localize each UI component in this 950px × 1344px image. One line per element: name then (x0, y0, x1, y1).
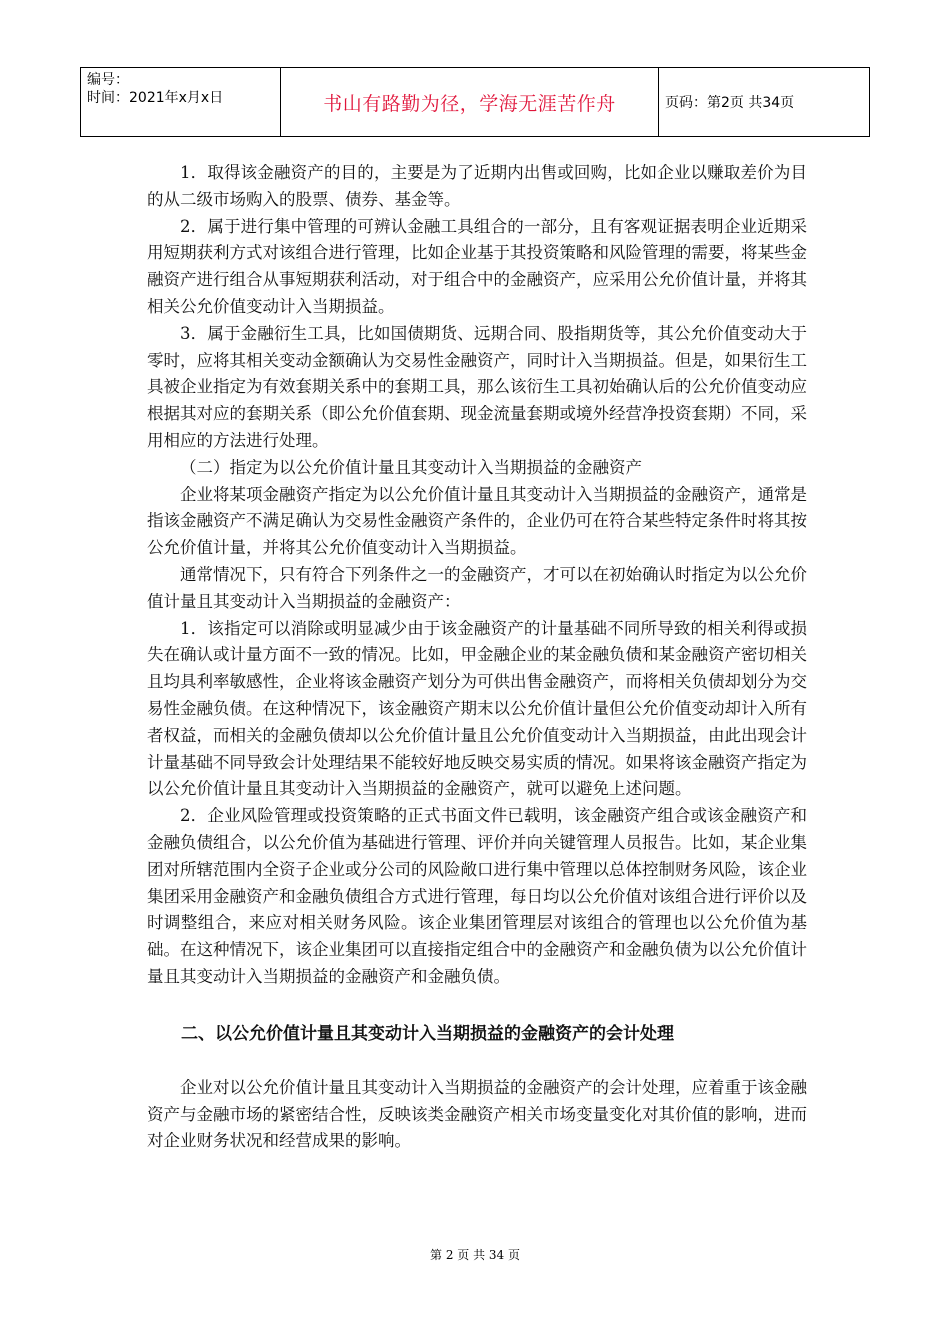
body-paragraph: 1．取得该金融资产的目的，主要是为了近期内出售或回购，比如企业以赚取差价为目的从二级市场购入的股票、债券、基金等。 (147, 163, 807, 209)
subsection-title: （二）指定为以公允价值计量且其变动计入当期损益的金融资产 (180, 457, 642, 477)
header-box (80, 67, 870, 137)
body-paragraph: 2．企业风险管理或投资策略的正式书面文件已载明，该金融资产组合或该金融资产和金融负债组合，以公允价值为基础进行管理、评价并向关键管理人员报告。比如，某企业集团对所辖范围内全资子企业或分公司的风险敞口进行集中管理以总体控制财务风险，该企业集团采用金融资产和金融负债组合方式进行管理，每日均以公允价值对该组合进行评价以及时调整组合，来应对相关财务风险。该企业集团管理层对该组合的管理也以公允价值为基础。在这种情况下，该企业集团可以直接指定组合中的金融资产和金融负债为以公允价值计量且其变动计入当期损益的金融资产和金融负债。 (147, 806, 807, 986)
page-label: 页码：第2页 共34页 (665, 95, 795, 111)
body-paragraph: 企业将某项金融资产指定为以公允价值计量且其变动计入当期损益的金融资产，通常是指该金融资产不满足确认为交易性金融资产条件的，企业仍可在符合某些特定条件时将其按公允价值计量，并将其公允价值变动计入当期损益。 (147, 484, 807, 558)
section-heading: 二、以公允价值计量且其变动计入当期损益的金融资产的会计处理 (181, 1023, 674, 1044)
page-footer: 第 2 页 共 34 页 (430, 1248, 520, 1262)
serial-label: 编号： (87, 72, 129, 88)
document-body (147, 160, 807, 1155)
header-motto-cell (281, 68, 659, 136)
body-paragraph: 1．该指定可以消除或明显减少由于该金融资产的计量基础不同所导致的相关利得或损失在确认或计量方面不一致的情况。比如，甲金融企业的某金融负债和某金融资产密切相关且均具利率敏感性，企业将该金融资产划分为可供出售金融资产，而将相关负债却划分为交易性金融负债。在这种情况下，该金融资产期末以公允价值计量但公允价值变动却计入所有者权益，而相关的金融负债却以公允价值计量且公允价值变动计入当期损益，由此出现会计计量基础不同导致会计处理结果不能较好地反映交易实质的情况。如果将该金融资产指定为以公允价值计量且其变动计入当期损益的金融资产，就可以避免上述问题。 (147, 618, 807, 799)
body-paragraph: 企业对以公允价值计量且其变动计入当期损益的金融资产的会计处理，应着重于该金融资产与金融市场的紧密结合性，反映该类金融资产相关市场变量变化对其价值的影响，进而对企业财务状况和经营成果的影响。 (147, 1077, 807, 1151)
spacer (147, 1047, 807, 1075)
date-label: 时间：2021年x月x日 (87, 90, 224, 106)
body-paragraph: 2．属于进行集中管理的可辨认金融工具组合的一部分，且有客观证据表明企业近期采用短期获利方式对该组合进行管理，比如企业基于其投资策略和风险管理的需要，将某些金融资产进行组合从事短期获利活动，对于组合中的金融资产，应采用公允价值计量，并将其相关公允价值变动计入当期损益。 (147, 216, 807, 316)
body-paragraph: 3．属于金融衍生工具，比如国债期货、远期合同、股指期货等，其公允价值变动大于零时，应将其相关变动金额确认为交易性金融资产，同时计入当期损益。但是，如果衍生工具被企业指定为有效套期关系中的套期工具，那么该衍生工具初始确认后的公允价值变动应根据其对应的套期关系（即公允价值套期、现金流量套期或境外经营净投资套期）不同，采用相应的方法进行处理。 (147, 323, 807, 450)
spacer (147, 991, 807, 1021)
body-paragraph: 通常情况下，只有符合下列条件之一的金融资产，才可以在初始确认时指定为以公允价值计量且其变动计入当期损益的金融资产： (147, 564, 807, 611)
header-page-cell (659, 68, 869, 136)
header-motto: 书山有路勤为径，学海无涯苦作舟 (323, 92, 616, 115)
header-meta (81, 68, 281, 136)
